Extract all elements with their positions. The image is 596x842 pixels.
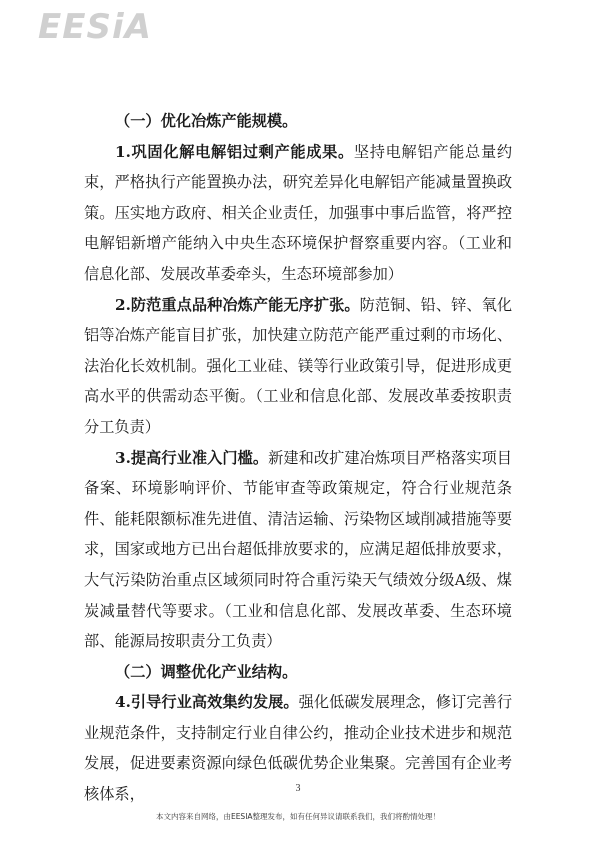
item-1-title: 1.巩固化解电解铝过剩产能成果。 [115, 142, 354, 161]
paragraph-item-2 [84, 290, 512, 443]
item-3-text: 新建和改扩建冶炼项目严格落实项目备案、环境影响评价、节能审查等政策规定，符合行业规范条件、能耗限额标准先进值、清洁运输、污染物区域削减措施等要求，国家或地方已出台超低排放要求的，应满足超低排放要求，大气污染防治重点区域须同时符合重污染天气绩效分级A级、煤炭减量替代等要求。（工业和信息化部、发展改革委、生态环境部、能源局按职责分工负责） [84, 448, 512, 651]
eesia-logo: EESiA [38, 7, 152, 47]
item-3-title: 3.提高行业准入门槛。 [115, 448, 269, 467]
paragraph-item-1 [84, 137, 512, 290]
paragraph-item-3 [84, 443, 512, 657]
document-body [84, 106, 512, 810]
section-heading-1: （一）优化冶炼产能规模。 [115, 112, 298, 130]
item-2-title: 2.防范重点品种冶炼产能无序扩张。 [115, 295, 360, 314]
item-4-title: 4.引导行业高效集约发展。 [115, 693, 299, 712]
section-heading-2: （二）调整优化产业结构。 [115, 662, 298, 681]
item-4-text: 强化低碳发展理念，修订完善行业规范条件，支持制定行业自律公约，推动企业技术进步和规范发展，促进要素资源向绿色低碳优势企业集聚。完善国有企业考核体系， [84, 693, 513, 804]
footer-disclaimer: 本文内容来自网络，由EESIA整理发布，如有任何异议请联系我们，我们将酌情处理！ [155, 812, 441, 821]
item-2-text: 防范铜、铅、锌、氧化铝等冶炼产能盲目扩张，加快建立防范产能严重过剩的市场化、法治化长效机制。强化工业硅、镁等行业政策引导，促进形成更高水平的供需动态平衡。（工业和信息化部、发展改革委按职责分工负责） [84, 295, 513, 436]
page-number: 3 [295, 783, 301, 794]
item-1-text: 坚持电解铝产能总量约束，严格执行产能置换办法，研究差异化电解铝产能减量置换政策。压实地方政府、相关企业责任，加强事中事后监管，将严控电解铝新增产能纳入中央生态环境保护督察重要内容。（工业和信息化部、发展改革委牵头，生态环境部参加） [84, 142, 513, 283]
